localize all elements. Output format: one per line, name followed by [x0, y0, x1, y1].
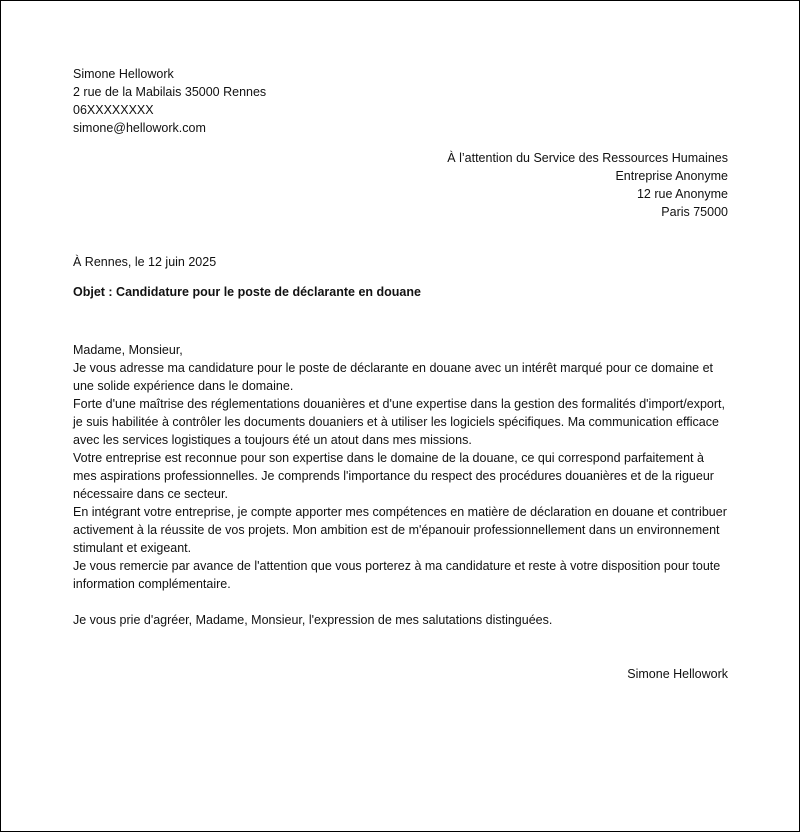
closing-text: Je vous prie d'agréer, Madame, Monsieur, l'expression de mes salutations distinguées.: [73, 613, 553, 627]
recipient-city: Paris 75000: [661, 205, 728, 219]
recipient-company: Entreprise Anonyme: [615, 169, 728, 183]
subject-text: Objet : Candidature pour le poste de déclarante en douane: [73, 285, 421, 299]
subject-line: [73, 283, 728, 301]
salutation: [73, 341, 728, 359]
sender-phone: 06XXXXXXXX: [73, 103, 154, 117]
sender-address: 2 rue de la Mabilais 35000 Rennes: [73, 85, 267, 99]
sender-email: simone@hellowork.com: [73, 121, 206, 135]
salutation-text: Madame, Monsieur,: [73, 343, 183, 357]
body-paragraph-3: Votre entreprise est reconnue pour son expertise dans le domaine de la douane, ce qui correspond parfaitement à mes aspirations professionnelles. Je comprends l'importance du respect des procédures douanières et de la rigueur nécessaire dans ce secteur.: [73, 451, 714, 501]
recipient-attention: À l’attention du Service des Ressources Humaines: [447, 151, 728, 165]
recipient-block: [73, 149, 728, 221]
body-paragraph-2: Forte d'une maîtrise des réglementations douanières et d'une expertise dans la gestion des formalités d'import/export, je suis habilitée à contrôler les documents douaniers et à utiliser les logiciels spécifiques. Ma communication efficace avec les services logistiques a toujours été un atout dans mes missions.: [73, 397, 725, 447]
letter-content: [73, 65, 728, 683]
signature: [73, 665, 728, 683]
sender-name: Simone Hellowork: [73, 67, 174, 81]
date-line: [73, 253, 728, 271]
sender-block: [73, 65, 728, 137]
body-paragraph-5: Je vous remercie par avance de l'attention que vous porterez à ma candidature et reste à votre disposition pour toute information complémentaire.: [73, 559, 721, 591]
body-paragraph-4: En intégrant votre entreprise, je compte apporter mes compétences en matière de déclaration en douane et contribuer activement à la réussite de vos projets. Mon ambition est de m'épanouir professionnellement dans un environnement stimulant et exigeant.: [73, 505, 727, 555]
date-text: À Rennes, le 12 juin 2025: [73, 255, 217, 269]
closing: [73, 611, 728, 629]
body-paragraph-1: Je vous adresse ma candidature pour le poste de déclarante en douane avec un intérêt marqué pour ce domaine et une solide expérience dans le domaine.: [73, 361, 713, 393]
recipient-street: 12 rue Anonyme: [636, 187, 728, 201]
signature-name: Simone Hellowork: [627, 667, 728, 681]
letter-body: [73, 359, 728, 593]
